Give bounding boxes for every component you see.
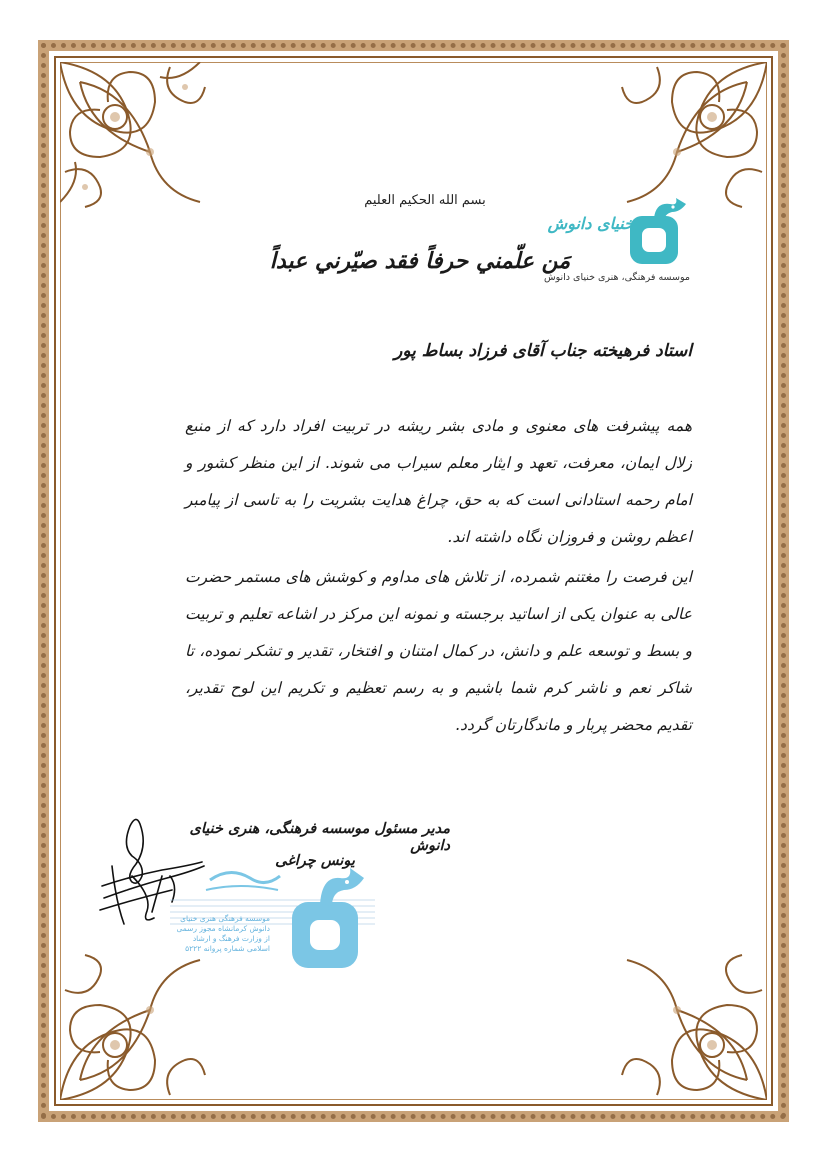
signatory-title: مدیر مسئول موسسه فرهنگی، هنری خنیای دانوش	[189, 820, 450, 854]
recipient-line: استاد فرهیخته جناب آقای فرزاد بساط پور	[394, 341, 692, 361]
logo-caption: موسسه فرهنگی، هنری خنیای دانوش	[543, 272, 690, 283]
bismillah-heading: بسم الله الحکیم العلیم	[364, 193, 486, 208]
signatory-name: یونس چراغی	[275, 852, 355, 869]
organization-logo	[543, 196, 690, 296]
stamp-text: موسسه فرهنگی هنری خنیای دانوش کرمانشاه مجوز رسمی از وزارت فرهنگ و ارشاد اسلامی شماره پروانه ۵۲۲۲	[176, 914, 270, 953]
body-paragraph-2: این فرصت را مغتنم شمرده، از تلاش های مداوم و کوشش های مستمر حضرت عالی به عنوان یکی از اساتید برجسته و نمونه این مرکز در اشاعه تعلیم و تربیت و بسط و توسعه علم و دانش، در کمال امتنان و افتخار، تقدیر و تشکر نموده، تا شاکر نعم و ناشر کرم شما باشیم و به رسم تعظیم و تکریم این لوح تقدیر، تقدیم محضر پربار و ماندگارتان گردد.	[185, 568, 692, 734]
bird-logo-icon	[626, 196, 690, 268]
corner-ornament-top-right	[617, 62, 767, 212]
calligraphy-verse: مَن علّمني حرفاً فقد صيّرني عبداً	[269, 248, 571, 274]
logo-wordmark: خنیای دانوش	[547, 214, 634, 233]
corner-ornament-bottom-right	[617, 950, 767, 1100]
body-paragraph-1: همه پیشرفت های معنوی و مادی بشر ریشه در تربیت افراد دارد که از منبع زلال ایمان، معرفت، تعهد و ایثار معلم سیراب می شوند. از این منظر کشور و امام رحمه استادانی است که به حق، چراغ هدایت بشریت را به تاسی از پیامبر اعظم روشن و فروزان نگاه داشته اند.	[185, 417, 692, 546]
corner-ornament-top-left	[60, 62, 210, 212]
